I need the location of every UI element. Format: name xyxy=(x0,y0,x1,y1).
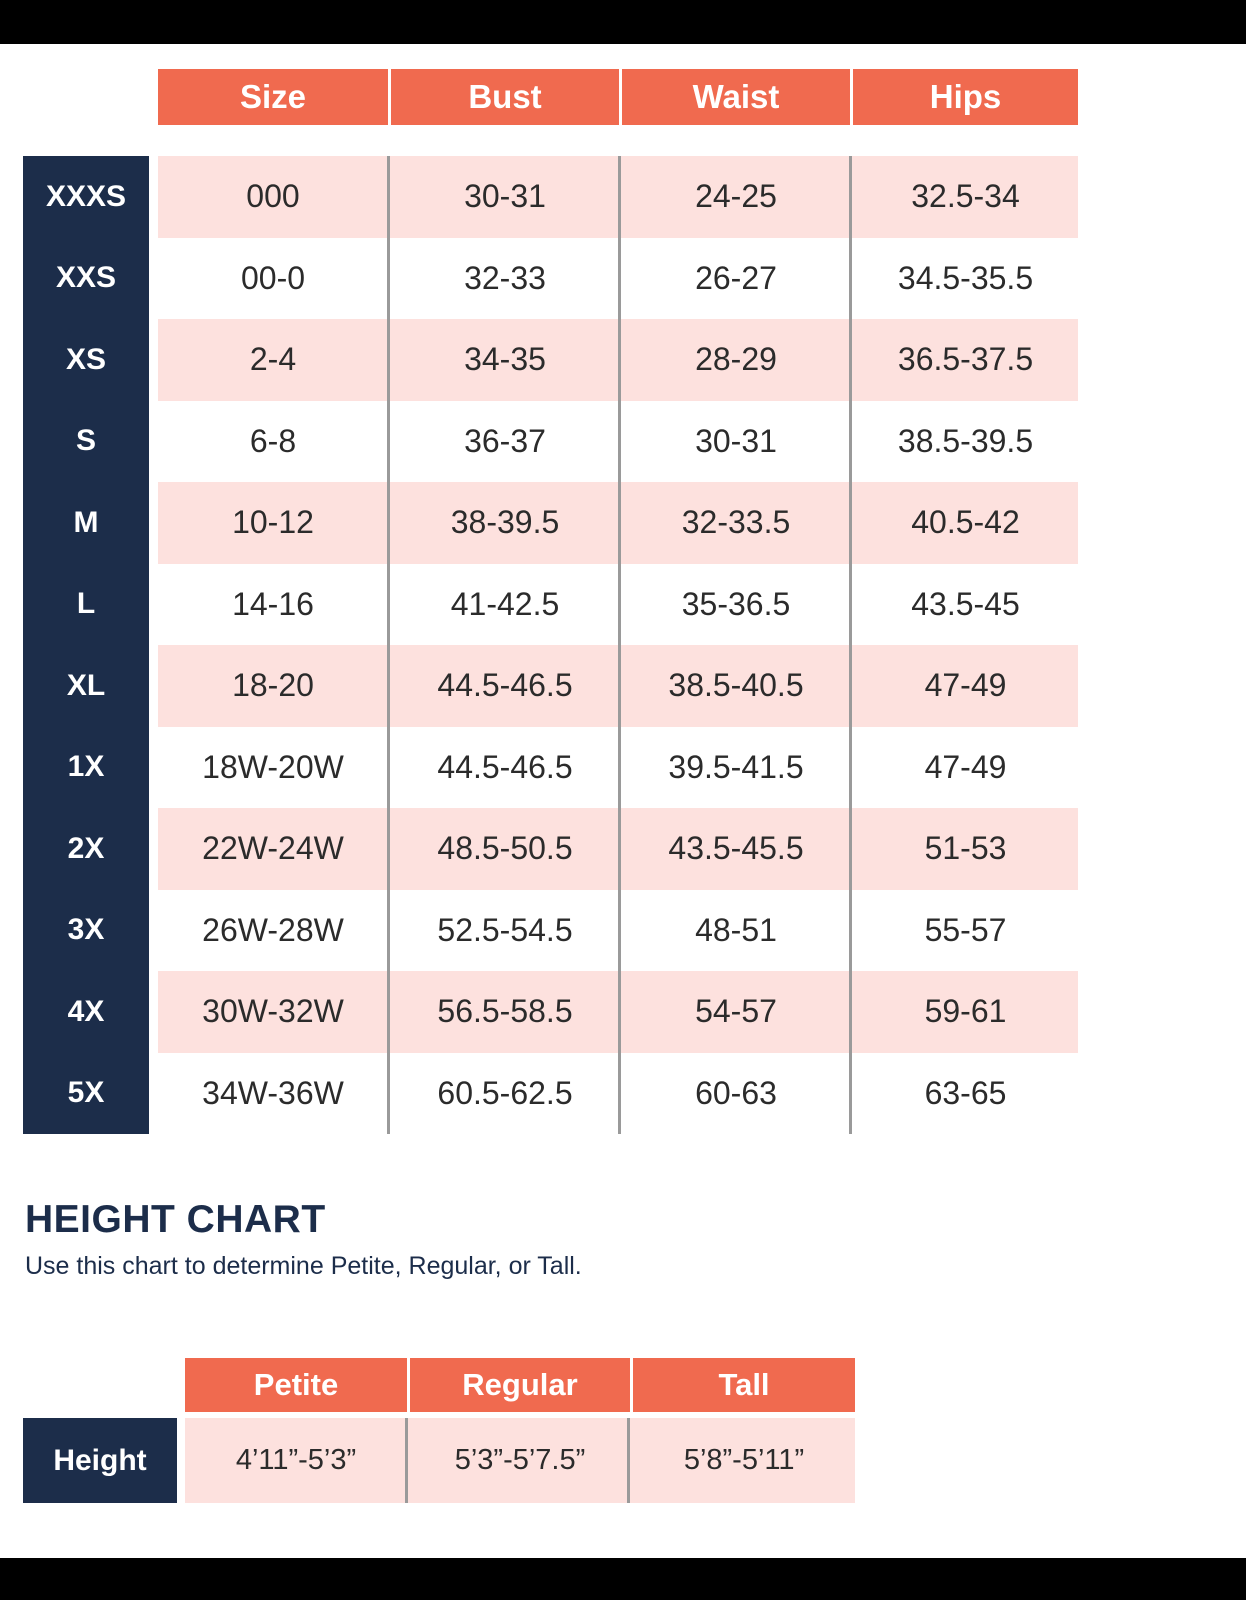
table-row xyxy=(23,645,1078,727)
table-cell: 34-35 xyxy=(464,341,546,378)
table-cell: 44.5-46.5 xyxy=(437,748,573,785)
table-cell: 38.5-40.5 xyxy=(668,667,804,704)
column-divider xyxy=(387,156,390,1134)
table-cell: 47-49 xyxy=(924,748,1007,785)
column-header-petite: Petite xyxy=(185,1358,407,1412)
table-row xyxy=(23,971,1078,1053)
table-cell: 30W-32W xyxy=(202,993,344,1030)
table-row xyxy=(23,401,1078,483)
table-cell: 36-37 xyxy=(464,422,546,459)
table-cell: 48.5-50.5 xyxy=(437,830,573,867)
table-cell: 40.5-42 xyxy=(911,504,1020,541)
size-label: 1X xyxy=(67,750,105,784)
table-cell: 41-42.5 xyxy=(450,585,560,622)
table-cell: 43.5-45.5 xyxy=(668,830,804,867)
table-cell: 32-33.5 xyxy=(681,504,791,541)
table-cell: 56.5-58.5 xyxy=(437,993,573,1030)
table-cell: 18-20 xyxy=(232,667,314,704)
table-cell: 22W-24W xyxy=(202,830,344,867)
table-cell: 14-16 xyxy=(232,585,314,622)
column-header-regular: Regular xyxy=(410,1358,630,1412)
table-cell: 6-8 xyxy=(249,422,297,459)
column-divider xyxy=(627,1418,630,1503)
size-label: 4X xyxy=(67,994,105,1028)
table-cell: 38-39.5 xyxy=(450,504,560,541)
size-chart-page xyxy=(0,44,1246,1558)
size-label: XXS xyxy=(55,261,117,295)
size-label: 2X xyxy=(67,831,105,865)
table-cell: 18W-20W xyxy=(202,748,344,785)
table-cell: 26W-28W xyxy=(202,911,344,948)
table-cell: 51-53 xyxy=(924,830,1007,867)
column-header-waist: Waist xyxy=(622,69,850,125)
table-cell: 24-25 xyxy=(695,178,777,215)
column-divider xyxy=(618,156,621,1134)
height-chart-title: HEIGHT CHART xyxy=(25,1198,326,1241)
table-cell: 60-63 xyxy=(695,1074,777,1111)
table-row xyxy=(23,238,1078,320)
table-cell: 60.5-62.5 xyxy=(437,1074,573,1111)
column-divider xyxy=(849,156,852,1134)
table-cell: 63-65 xyxy=(924,1074,1007,1111)
table-cell: 55-57 xyxy=(924,911,1007,948)
column-header-bust: Bust xyxy=(391,69,619,125)
table-cell: 34.5-35.5 xyxy=(897,259,1034,296)
table-cell: 43.5-45 xyxy=(911,585,1020,622)
table-cell: 00-0 xyxy=(240,259,306,296)
table-cell: 32-33 xyxy=(464,259,546,296)
table-row xyxy=(23,319,1078,401)
table-cell: 44.5-46.5 xyxy=(437,667,573,704)
size-label: XXXS xyxy=(45,179,127,213)
size-label: M xyxy=(73,505,99,539)
table-row xyxy=(23,482,1078,564)
size-label: 3X xyxy=(67,913,105,947)
table-cell: 38.5-39.5 xyxy=(897,422,1034,459)
size-label: L xyxy=(76,587,96,621)
column-divider xyxy=(405,1418,408,1503)
table-cell: 48-51 xyxy=(695,911,777,948)
table-cell: 30-31 xyxy=(695,422,777,459)
table-cell: 36.5-37.5 xyxy=(897,341,1034,378)
table-row xyxy=(23,1053,1078,1135)
height-tall-value: 5’8”-5’11” xyxy=(683,1444,805,1476)
table-row xyxy=(23,808,1078,890)
table-row xyxy=(23,727,1078,809)
size-label: XS xyxy=(65,342,107,376)
size-label: S xyxy=(75,424,96,458)
height-regular-value: 5’3”-5’7.5” xyxy=(454,1444,586,1476)
height-petite-value: 4’11”-5’3” xyxy=(235,1444,357,1476)
table-cell: 28-29 xyxy=(695,341,777,378)
table-cell: 2-4 xyxy=(249,341,297,378)
table-cell: 47-49 xyxy=(924,667,1007,704)
height-chart-subtitle: Use this chart to determine Petite, Regular, or Tall. xyxy=(25,1252,582,1280)
column-header-size: Size xyxy=(158,69,388,125)
table-row xyxy=(23,564,1078,646)
column-header-tall: Tall xyxy=(633,1358,855,1412)
table-cell: 52.5-54.5 xyxy=(437,911,573,948)
table-cell: 10-12 xyxy=(232,504,314,541)
table-cell: 30-31 xyxy=(464,178,546,215)
table-cell: 32.5-34 xyxy=(911,178,1020,215)
table-cell: 000 xyxy=(246,178,300,215)
table-cell: 54-57 xyxy=(695,993,777,1030)
table-cell: 39.5-41.5 xyxy=(668,748,804,785)
height-row-label: Height xyxy=(23,1418,177,1503)
table-row xyxy=(23,890,1078,972)
table-cell: 26-27 xyxy=(695,259,777,296)
size-label: 5X xyxy=(67,1076,105,1110)
column-header-hips: Hips xyxy=(853,69,1078,125)
table-cell: 34W-36W xyxy=(202,1074,344,1111)
size-label: XL xyxy=(66,668,106,702)
table-cell: 35-36.5 xyxy=(681,585,791,622)
table-row xyxy=(23,156,1078,238)
table-cell: 59-61 xyxy=(924,993,1007,1030)
